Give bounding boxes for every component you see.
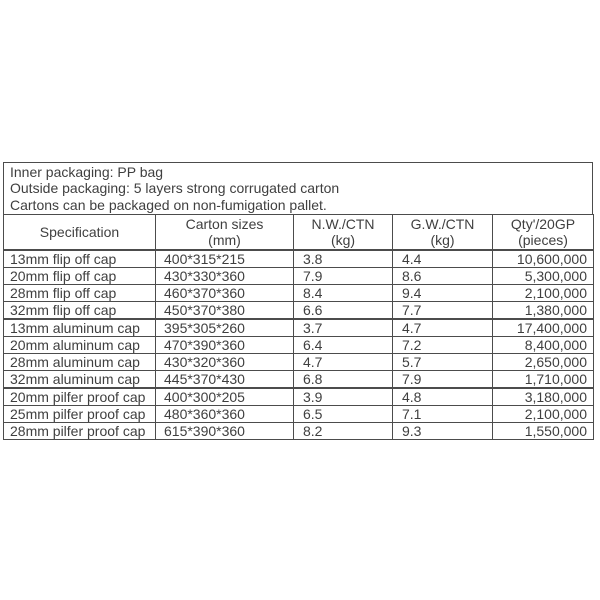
carton-size-cell: 395*305*260	[156, 319, 294, 337]
net-weight-cell: 4.7	[294, 353, 393, 370]
header-unit: (kg)	[430, 231, 455, 248]
gross-weight-cell: 4.7	[393, 319, 493, 337]
qty-cell: 2,100,000	[493, 405, 594, 422]
col-header-carton-sizes	[156, 214, 294, 250]
gross-weight-cell: 9.3	[393, 422, 493, 439]
specification-cell: 13mm flip off cap	[4, 250, 156, 268]
col-header-gross-weight	[393, 214, 493, 250]
packaging-notes	[3, 162, 593, 214]
carton-size-cell: 460*370*360	[156, 284, 294, 301]
table-row	[4, 405, 594, 422]
specification-cell: 28mm flip off cap	[4, 284, 156, 301]
table-row	[4, 336, 594, 353]
qty-cell: 1,380,000	[493, 301, 594, 319]
qty-cell: 8,400,000	[493, 336, 594, 353]
header-line: Specification	[39, 223, 120, 240]
packaging-spec-sheet	[3, 162, 593, 440]
gross-weight-cell: 7.1	[393, 405, 493, 422]
table-row	[4, 301, 594, 319]
gross-weight-cell: 7.9	[393, 370, 493, 388]
table-row	[4, 284, 594, 301]
net-weight-cell: 8.4	[294, 284, 393, 301]
header-row	[4, 214, 594, 250]
carton-size-cell: 430*330*360	[156, 267, 294, 284]
qty-cell: 17,400,000	[493, 319, 594, 337]
header-unit: (mm)	[208, 231, 241, 248]
header-line: Carton sizes	[185, 215, 264, 232]
col-header-net-weight	[294, 214, 393, 250]
specification-cell: 20mm aluminum cap	[4, 336, 156, 353]
qty-cell: 2,100,000	[493, 284, 594, 301]
table-row	[4, 319, 594, 337]
net-weight-cell: 3.7	[294, 319, 393, 337]
carton-spec-table	[3, 214, 594, 440]
carton-size-cell: 480*360*360	[156, 405, 294, 422]
net-weight-cell: 7.9	[294, 267, 393, 284]
net-weight-cell: 3.8	[294, 250, 393, 268]
specification-cell: 20mm pilfer proof cap	[4, 388, 156, 406]
carton-size-cell: 400*315*215	[156, 250, 294, 268]
table-row	[4, 267, 594, 284]
net-weight-cell: 6.4	[294, 336, 393, 353]
qty-cell: 1,550,000	[493, 422, 594, 439]
specification-cell: 25mm pilfer proof cap	[4, 405, 156, 422]
gross-weight-cell: 9.4	[393, 284, 493, 301]
specification-cell: 28mm aluminum cap	[4, 353, 156, 370]
gross-weight-cell: 4.4	[393, 250, 493, 268]
header-unit: (pieces)	[518, 231, 568, 248]
qty-cell: 10,600,000	[493, 250, 594, 268]
gross-weight-cell: 7.2	[393, 336, 493, 353]
header-line: N.W./CTN	[311, 215, 375, 232]
gross-weight-cell: 4.8	[393, 388, 493, 406]
col-header-specification	[4, 214, 156, 250]
gross-weight-cell: 5.7	[393, 353, 493, 370]
net-weight-cell: 6.8	[294, 370, 393, 388]
qty-cell: 3,180,000	[493, 388, 594, 406]
qty-cell: 1,710,000	[493, 370, 594, 388]
table-row	[4, 353, 594, 370]
specification-cell: 13mm aluminum cap	[4, 319, 156, 337]
col-header-qty-20gp	[493, 214, 594, 250]
net-weight-cell: 6.5	[294, 405, 393, 422]
net-weight-cell: 6.6	[294, 301, 393, 319]
table-row	[4, 422, 594, 439]
table-row	[4, 370, 594, 388]
carton-size-cell: 450*370*380	[156, 301, 294, 319]
gross-weight-cell: 8.6	[393, 267, 493, 284]
net-weight-cell: 8.2	[294, 422, 393, 439]
carton-size-cell: 615*390*360	[156, 422, 294, 439]
gross-weight-cell: 7.7	[393, 301, 493, 319]
inner-packaging-note: Inner packaging: PP bag	[10, 164, 164, 180]
header-line: Qty'/20GP	[510, 215, 576, 232]
carton-size-cell: 470*390*360	[156, 336, 294, 353]
specification-cell: 28mm pilfer proof cap	[4, 422, 156, 439]
outside-packaging-note: Outside packaging: 5 layers strong corrugated carton	[10, 180, 340, 197]
table-row	[4, 250, 594, 268]
carton-size-cell: 400*300*205	[156, 388, 294, 406]
specification-cell: 20mm flip off cap	[4, 267, 156, 284]
carton-size-cell: 445*370*430	[156, 370, 294, 388]
qty-cell: 2,650,000	[493, 353, 594, 370]
specification-cell: 32mm aluminum cap	[4, 370, 156, 388]
header-unit: (kg)	[330, 231, 356, 248]
pallet-note: Cartons can be packaged on non-fumigation pallet.	[10, 196, 327, 213]
specification-cell: 32mm flip off cap	[4, 301, 156, 319]
carton-size-cell: 430*320*360	[156, 353, 294, 370]
header-line: G.W./CTN	[410, 215, 475, 232]
qty-cell: 5,300,000	[493, 267, 594, 284]
table-row	[4, 388, 594, 406]
net-weight-cell: 3.9	[294, 388, 393, 406]
